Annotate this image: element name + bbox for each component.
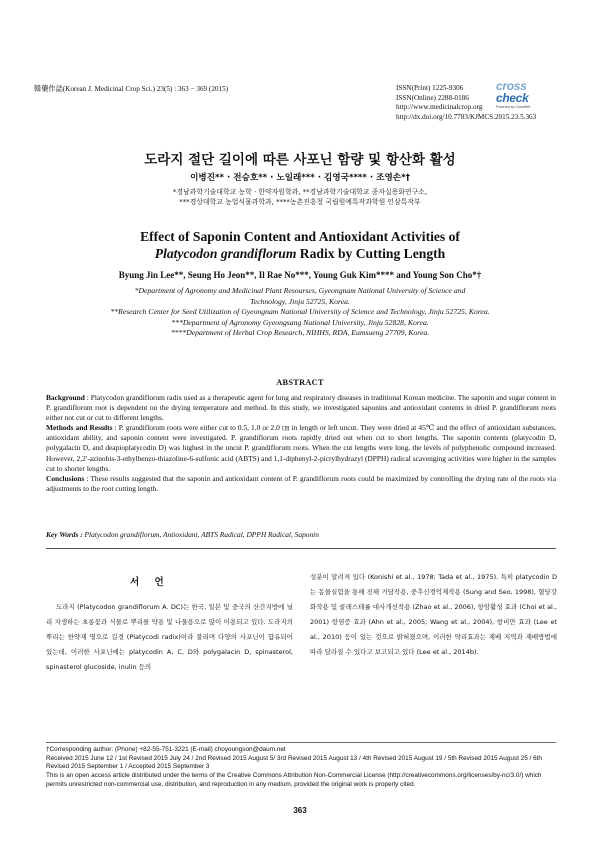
footnotes <box>46 746 556 790</box>
korean-authors: 이병진** · 전승호** · 노일래*** · 김영국**** · 조영손*† <box>190 173 410 183</box>
abstract-body <box>46 393 556 494</box>
english-title <box>0 228 600 262</box>
methods-text: P. grandiflorum roots were either cut to 0.5, 1.0 or 2.0 ㎝ in length or left uncut. They were dried at 45℃ and the effect of antioxidant substances, antioxidant ability, and saponin content were investigated. P. grandiflorum roots rapidly dried out when cut to short lengths. The saponin contents (platycodin D, polygalacin D, and deapioplatycodin D) was highest in the uncut P. grandiflorum roots. When the cut lengths were long, the levels of polyphenolic compound increased. However, 2,2'-azinobis-3-ethylbenzo-thiazoline-6-sulfonic acid (ABTS) and 1,1-diphenyl-2-picrylhydrazyl (DPPH) radical scavenging activities were higher in the samples cut to shorter lengths. <box>46 423 556 473</box>
keywords <box>46 530 556 539</box>
body-left-column <box>46 600 293 675</box>
conclusions-label: Conclusions <box>46 473 85 483</box>
issn-print: ISSN(Print) 1225-9306 <box>396 84 464 92</box>
body-right-column <box>310 570 557 661</box>
page-number: 363 <box>293 806 307 815</box>
background-text: Platycodon grandiflorum radix used as a therapeutic agent for lung and respiratory diseases in traditional Korean medicine. The saponin and sugar content in P. grandiflorum root is dependent on the drying temperature and method. In this study, we investigated saponins and antioxidant contents in dried P. grandiflorum roots either not cut or cut to different lengths. <box>46 393 556 423</box>
english-title-line-2 <box>0 245 600 262</box>
affiliation-line: ***Department of Agronomy Gyeongsang National University, Jinju 52828, Korea. <box>171 317 429 327</box>
crossmark-subtitle: Powered by CrossRef <box>496 105 531 109</box>
revision-history: Received 2015 June 12 / 1st Revised 2015 July 24 / 2nd Revised 2015 August 5/ 3rd Revised 2015 August 13 / 4th Revised 2015 August 19 / 5th Revised 2015 August 25 / 6th Revised 2015 September 1 / Accepted 2015 September 3 <box>46 754 542 771</box>
footnote-divider <box>46 742 556 743</box>
doi-link[interactable]: http://dx.doi.org/10.7783/KJMCS.2015.23.5.363 <box>396 112 537 121</box>
abstract-background: Background : Platycodon grandiflorum radix used as a therapeutic agent for lung and respiratory diseases in traditional Korean medicine. The saponin and sugar content in P. grandiflorum root is dependent on the drying temperature and method. In this study, we investigated saponins and antioxidant contents in dried P. grandiflorum roots either not cut or cut to different lengths. <box>46 393 556 423</box>
license-notice: This is an open access article distributed under the terms of the Creative Commons Attribution Non-Commercial License (http://creativecommons.org/licenses/by-nc/3.0/) which permits unrestricted non-commercial use, distribution, and reproduction in any medium, provided the original work is properly cited. <box>46 772 542 788</box>
crossmark-logo[interactable] <box>496 81 546 115</box>
corresponding-author: †Corresponding author: (Phone) +82-55-751-3221 (E-mail) choyoungson@daum.net <box>46 746 286 753</box>
korean-title: 도라지 절단 길이에 따른 사포닌 함량 및 항산화 활성 <box>144 152 456 168</box>
methods-label: Methods and Results <box>46 423 113 433</box>
abstract-conclusions: Conclusions : These results suggested that the saponin and antioxidant content of P. grandiflorum roots could be maximized by controlling the drying rate of the roots via adjustments to the root cutting length. <box>46 473 556 493</box>
intro-paragraph: 도라지 (Platycodon grandiflorum A. DC)는 한국, 일본 및 중국의 산간지방에 널리 자생하는 초롱꽃과 식물로 뿌리를 약용 및 나물용으로 많이 이용되고 있다. 도라지의 뿌리는 한약재 명으로 길경 (Platycodi radix)이라 불리며 다양의 사포닌이 함유되어 있는데, 이러한 사포닌에는 platycodin A, C, D와 polygalacin D, spinasterol, spinasterol glucoside, inulin 등의 <box>46 603 293 672</box>
korean-affiliation-line: *경남과학기술대학교 농학 · 한약자원학과, **경남과학기술대학교 종자실용화연구소, <box>172 188 428 196</box>
korean-affiliations <box>0 187 600 207</box>
conclusions-text: These results suggested that the saponin and antioxidant content of P. grandiflorum roots could be maximized by controlling the drying rate of the roots via adjustments to the root cutting length. <box>46 473 556 493</box>
abstract-methods: Methods and Results : P. grandiflorum roots were either cut to 0.5, 1.0 or 2.0 ㎝ in length or left uncut. They were dried at 45℃ and the effect of antioxidant substances, antioxidant ability, and saponin content were investigated. P. grandiflorum roots rapidly dried out when cut to short lengths. The saponin contents (platycodin D, polygalacin D, and deapioplatycodin D) was highest in the uncut P. grandiflorum roots. When the cut lengths were long, the levels of polyphenolic compound increased. However, 2,2'-azinobis-3-ethylbenzo-thiazoline-6-sulfonic acid (ABTS) and 1,1-diphenyl-2-picrylhydrazyl (DPPH) radical scavenging activities were higher in the samples cut to shorter lengths. <box>46 423 556 473</box>
keywords-text: Platycodon grandiflorum, Antioxidant, ABTS Radical, DPPH Radical, Saponin <box>84 530 319 539</box>
english-title-line-1: Effect of Saponin Content and Antioxidant Activities of <box>140 229 460 244</box>
title-rest: Radix by Cutting Length <box>296 246 446 261</box>
abstract-heading: ABSTRACT <box>276 378 324 387</box>
species-name: Platycodon grandiflorum <box>154 246 297 261</box>
crossmark-top-text: cross <box>496 79 527 93</box>
crossmark-bottom-text: check <box>496 91 529 105</box>
journal-citation: 韓藥作誌(Korean J. Medicinal Crop Sci.) 23(5) : 363 − 369 (2015) <box>34 85 229 93</box>
english-affiliations <box>0 286 600 339</box>
keywords-label: Key Words : <box>46 530 83 539</box>
background-label: Background <box>46 393 85 402</box>
affiliation-line: *Department of Agronomy and Medicinal Plant Resourses, Gyeongnam National University of Science and <box>134 286 466 295</box>
affiliation-line: ****Department of Herbal Crop Research, NIHHS, RDA, Eumsueng 27709, Korea. <box>170 328 430 338</box>
affiliation-line: Technology, Jinju 52725, Korea. <box>250 296 350 306</box>
intro-paragraph-continued: 성분이 알려져 있다 (Konishi et al., 1978; Tada et al., 1975). 특히 platycodin D는 동물실험을 통해 진해 거담작용, 중추신경억제작용 (Sung and Seo, 1998), 혈당강화작용 및 콜레스테롤 대사개선작용 (Zhao et al., 2006), 항암활성 효과 (Choi et al., 2001) 항염증 효과 (Ahn et al., 2005; Wang et al., 2004), 항비만 효과 (Lee et al., 2010) 등이 있는 것으로 밝혀졌으며, 이러한 약리효과는 재배 지역과 재배방법에 따라 달라질 수 있다고 보고되고 있다 (Lee et al., 2014b). <box>310 573 557 657</box>
issn-online: ISSN(Online) 2288-0186 <box>396 93 469 102</box>
korean-affiliation-line: ***경상대학교 농업식물과학과, ****농촌진흥청 국립원예특작과학원 인삼특작부 <box>179 198 421 206</box>
affiliation-line: **Research Center for Seed Utilization of Gyeongnam National University of Science and Technology, Jinju 52725, Korea. <box>110 307 490 317</box>
journal-url[interactable]: http://www.medicinalcrop.org <box>396 103 483 112</box>
abstract-divider <box>46 548 556 549</box>
english-authors: Byung Jin Lee**, Seung Ho Jeon**, Il Rae No***, Young Guk Kim**** and Young Son Cho*† <box>118 270 482 280</box>
section-heading: 서 언 <box>130 577 170 588</box>
